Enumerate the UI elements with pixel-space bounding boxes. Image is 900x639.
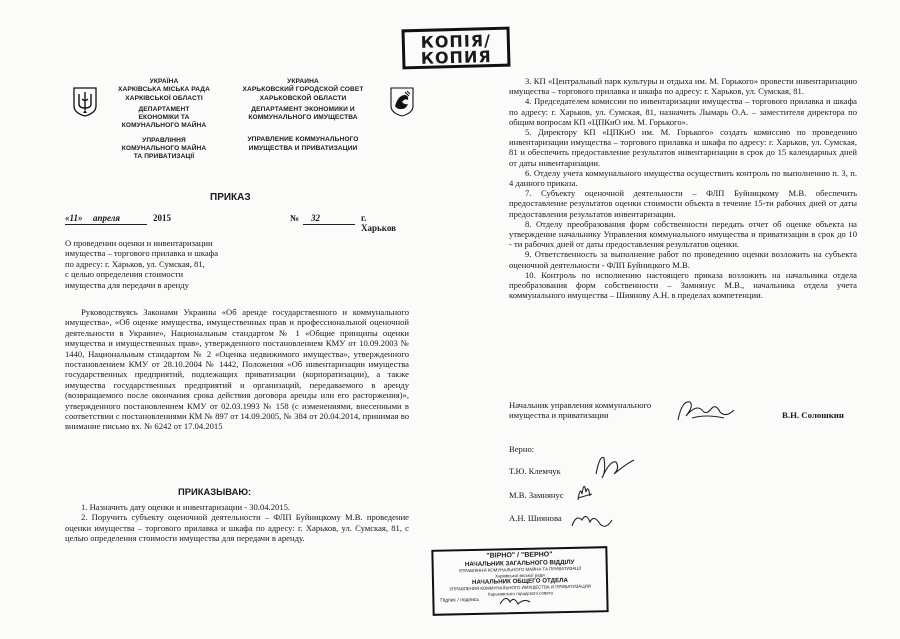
copy-stamp	[401, 27, 510, 70]
order-item: 8. Отделу преобразования форм собственности передать отчет об оценке объекта на утверждение начальнику Управления коммунального имущества и приватизации в срок до 10 - ти рабочих дней от даты предоставления результатов оценки.	[509, 218, 857, 250]
trident-emblem-icon	[72, 86, 98, 118]
order-heading: ПРИКАЗЫВАЮ:	[178, 486, 252, 497]
order-subject	[65, 238, 265, 290]
order-number-prefix: №	[290, 213, 300, 223]
copy-stamp-line2: КОПИЯ	[420, 47, 492, 68]
preamble-text: Руководствуясь Законами Украины «Об аренде государственного и коммунального имущества», «Об оценке имущества, имущественных прав и профессиональной оценочной деятельности в Украине», Национальным стандартом № 1 «Общие принципы оценки имущества и имущественных прав», утвержденного постановлением КМУ от 10.09.2003 № 1440, Национальным стандартом № 2 «Оценка недвижимого имущества», утвержденного постановлением КМУ от 28.10.2004 № 1442, Положения «Об инвентаризации имущества государственных предприятий, подлежащих приватизации (корпоратизации), а также имущества государственных предприятий и организаций, передаваемого в аренду (возвращаемого после окончания срока действия договора аренды или его расторжения)», утвержденного постановлением КМУ от 02.03.1993 № 158 (с изменениями, внесенными в соответствии с постановлениями КМ № 897 от 14.09.2005, № 384 от 20.04.2014, принимая во внимание письмо вх. № 6242 от 17.04.2015	[65, 307, 409, 432]
order-item: 5. Директору КП «ЦПКиО им. М. Горького» создать комиссию по проведению инвентаризации имущества – торгового прилавка и шкафа по адресу: г. Харьков, ул. Сумская, 81 и обеспечить предоставление результатов инвентаризации в срок до 15 календарных дней от даты инвентаризации.	[509, 127, 857, 168]
verno-stamp-line2: НАЧАЛЬНИК ЗАГАЛЬНОГО ВІДДІЛУ	[464, 558, 575, 569]
verno-name-klemchuk: Т.Ю. Клемчук	[509, 466, 561, 476]
stamp-signature	[496, 592, 536, 610]
copy-stamp-line1: КОПІЯ/	[420, 31, 492, 52]
order-items-left	[65, 502, 409, 544]
order-item: 3. КП «Центральный парк культуры и отдыха им. М. Горького» провести инвентаризацию имущества – торгового прилавка и шкафа по адресу: г. Харьков, ул. Сумская, 81.	[509, 76, 857, 97]
verno-name-zamnyanus: М.В. Замнянус	[509, 490, 564, 500]
preamble	[65, 307, 409, 432]
order-item: 6. Отделу учета коммунального имущества осуществить контроль по выполнению п. 3, п. 4 данного приказа.	[509, 167, 857, 189]
subject-line: имущества – торгового прилавка и шкафа	[65, 248, 219, 259]
verno-stamp-line3: УПРАВЛІННЯ КОМУНАЛЬНОГО МАЙНА ТА ПРИВАТИЗАЦІЇ	[458, 565, 581, 574]
header-right-line: ХАРЬКОВСКИЙ ГОРОДСКОЙ СОВЕТ	[242, 86, 364, 94]
order-item: 4. Председателем комиссии по инвентаризации имущества – торгового прилавка и шкафа по адресу: г. Харьков, ул. Сумская, 81, назначить Лымарь О.А. – заместителя директора по общим вопросам КП «ЦПКиО им. М. Горького».	[509, 96, 857, 127]
kharkiv-emblem-icon	[389, 86, 415, 118]
header-right-line: ХАРЬКОВСКОЙ ОБЛАСТИ	[259, 94, 347, 102]
header-left-line: КОМУНАЛЬНОГО МАЙНА	[121, 145, 207, 153]
signature-position-line1: Начальник управления коммунального	[509, 400, 652, 410]
subject-line: О проведении оценки и инвентаризации	[65, 238, 213, 248]
order-item: 9. Ответственность за выполнение работ по проведению оценки возложить на субъекта оценочной деятельности - ФЛП Буйницкого М.В.	[509, 249, 857, 270]
director-signature	[672, 396, 742, 426]
verno-stamp-line4: Харківської міської ради	[495, 572, 545, 579]
verno-name-shiyanova: А.Н. Шиянова	[509, 513, 562, 523]
header-left-line: ТА ПРИВАТИЗАЦІЇ	[133, 153, 195, 161]
order-date-year: 2015	[153, 213, 171, 223]
order-item: 2. Поручить субъекту оценочной деятельности – ФЛП Буйницкому М.В. проведение оценки имущества – торгового прилавка и шкафа по адресу: г. Харьков, ул. Сумская, 81, с целью определения стоимости имущества для передачи в аренду.	[65, 512, 409, 544]
header-left-line: ЕКОНОМІКИ ТА	[138, 114, 190, 122]
order-item: 1. Назначить дату оценки и инвентаризации - 30.04.2015.	[81, 502, 291, 512]
header-left-line: ДЕПАРТАМЕНТ	[138, 105, 190, 113]
header-left-line: УПРАВЛІННЯ	[142, 136, 186, 144]
order-city: г. Харьков	[361, 213, 396, 233]
verno-signatures	[566, 450, 646, 540]
verno-stamp-line6: УПРАВЛЕНИЯ КОММУНАЛЬНОГО ИМУЩЕСТВА И ПРИВАТИЗАЦИИ	[449, 583, 591, 592]
order-date-day: «11»	[65, 213, 83, 223]
header-left	[108, 78, 220, 162]
header-left-line: УКРАЇНА	[149, 78, 179, 85]
order-title: ПРИКАЗ	[210, 192, 251, 203]
verno-stamp-line1: "ВІРНО" / "ВЕРНО"	[486, 551, 553, 560]
subject-line: по адресу: г. Харьков, ул. Сумская, 81,	[65, 258, 205, 269]
order-item: 7. Субъекту оценочной деятельности – ФЛП Буйницкому М.В. обеспечить предоставление результатов оценки стоимости объекта в течение 15-ти рабочих дней от даты предоставления результатов инвентаризации.	[509, 188, 857, 219]
header-left-line: ХАРКІВСЬКОЇ ОБЛАСТІ	[125, 94, 203, 102]
order-item: 10. Контроль по исполнению настоящего приказа возложить на начальника отдела преобразования форм собственности – Замнянус М.В., начальника отдела учета коммунального имущества – Шиянову А.Н. в пределах компетенции.	[509, 269, 857, 301]
header-left-line: КОМУНАЛЬНОГО МАЙНА	[121, 122, 207, 130]
order-number: 32	[311, 213, 320, 223]
signature-position-line2: имущества и приватизации	[509, 410, 609, 421]
verno-stamp-line5: НАЧАЛЬНИК ОБЩЕГО ОТДЕЛА	[471, 577, 569, 587]
header-right-line: УКРАИНА	[287, 78, 319, 85]
subject-line: с целью определения стоимости	[65, 269, 184, 280]
header-right	[226, 78, 380, 153]
verno-label: Верно:	[509, 444, 535, 454]
verno-stamp-line7: Харьковского городского совета	[487, 590, 553, 597]
order-items-right	[509, 76, 857, 300]
order-date-line	[65, 213, 396, 233]
subject-line: имущества для передачи в аренду	[65, 279, 189, 290]
verno-stamp-line8: Підпис / подпись	[440, 597, 480, 605]
header-right-line: ДЕПАРТАМЕНТ ЭКОНОМИКИ И	[251, 105, 355, 113]
header-right-line: ИМУЩЕСТВА И ПРИВАТИЗАЦИИ	[248, 144, 358, 152]
signature-name: В.Н. Солошкин	[782, 410, 844, 420]
header-left-line: ХАРКІВСЬКА МІСЬКА РАДА	[118, 86, 210, 94]
header-right-line: КОММУНАЛЬНОГО ИМУЩЕСТВА	[248, 114, 358, 122]
order-date-month: апреля	[93, 213, 121, 223]
header-right-line: УПРАВЛЕНИЕ КОММУНАЛЬНОГО	[247, 136, 359, 144]
